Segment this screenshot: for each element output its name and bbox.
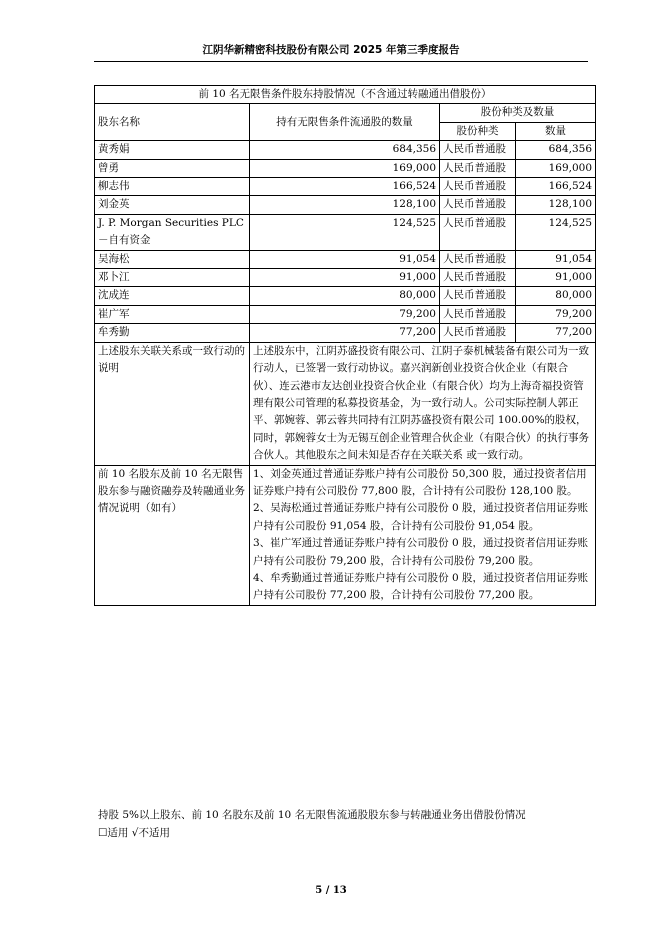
relation-row xyxy=(95,342,596,465)
col-header-share-type: 股份种类 xyxy=(440,122,516,140)
table-row xyxy=(95,178,596,196)
holder-name: 曾勇 xyxy=(95,159,250,177)
margin-note-item: 1、刘金英通过普通证券账户持有公司股份 50,300 股，通过投资者信用证券账户持有公司股份 77,800 股，合计持有公司股份 128,100 股。 xyxy=(253,467,587,497)
report-header: 江阴华新精密科技股份有限公司 2025 年第三季度报告 xyxy=(202,44,460,56)
share-type: 人民币普通股 xyxy=(440,305,516,323)
share-type: 人民币普通股 xyxy=(440,178,516,196)
share-type: 人民币普通股 xyxy=(440,324,516,342)
unrestricted-shares: 166,524 xyxy=(250,178,440,196)
table-caption: 前 10 名无限售条件股东持股情况（不含通过转融通出借股份） xyxy=(95,86,596,104)
share-quantity: 128,100 xyxy=(516,196,596,214)
table-row xyxy=(95,269,596,287)
margin-note-item: 4、牟秀勤通过普通证券账户持有公司股份 0 股，通过投资者信用证券账户持有公司股份 77,200 股，合计持有公司股份 77,200 股。 xyxy=(253,571,589,602)
share-quantity: 124,525 xyxy=(516,214,596,250)
unrestricted-shares: 124,525 xyxy=(250,214,440,250)
unrestricted-shares: 684,356 xyxy=(250,141,440,159)
share-type: 人民币普通股 xyxy=(440,214,516,250)
share-quantity: 77,200 xyxy=(516,324,596,342)
margin-note-item: 3、崔广军通过普通证券账户持有公司股份 0 股，通过投资者信用证券账户持有公司股份 79,200 股，合计持有公司股份 79,200 股。 xyxy=(253,537,589,567)
holder-name: J. P. Morgan Securities PLC－自有资金 xyxy=(95,214,250,250)
col-header-unrestricted-shares: 持有无限售条件流通股的数量 xyxy=(250,104,440,141)
table-row xyxy=(95,324,596,342)
share-type: 人民币普通股 xyxy=(440,196,516,214)
relation-label: 上述股东关联关系或一致行动的说明 xyxy=(95,342,250,465)
share-quantity: 91,054 xyxy=(516,250,596,268)
table-header-row xyxy=(95,104,596,122)
holder-name: 牟秀勤 xyxy=(95,324,250,342)
share-type: 人民币普通股 xyxy=(440,287,516,305)
unrestricted-shares: 79,200 xyxy=(250,305,440,323)
unrestricted-shares: 77,200 xyxy=(250,324,440,342)
table-row xyxy=(95,159,596,177)
holder-name: 黄秀娟 xyxy=(95,141,250,159)
holder-name: 柳志伟 xyxy=(95,178,250,196)
lending-title: 持股 5%以上股东、前 10 名股东及前 10 名无限售流通股股东参与转融通业务出借股份情况 xyxy=(98,809,526,821)
lending-section xyxy=(98,806,526,842)
share-quantity: 169,000 xyxy=(516,159,596,177)
margin-trading-notes xyxy=(250,465,596,605)
top10-unrestricted-holders-table xyxy=(94,85,596,606)
table-row xyxy=(95,214,596,250)
table-row xyxy=(95,250,596,268)
col-header-share-type-group: 股份种类及数量 xyxy=(440,104,596,122)
margin-note-item: 2、吴海松通过普通证券账户持有公司股份 0 股，通过投资者信用证券账户持有公司股份 91,054 股，合计持有公司股份 91,054 股。 xyxy=(253,502,589,532)
share-type: 人民币普通股 xyxy=(440,269,516,287)
relation-text: 上述股东中，江阴苏盛投资有限公司、江阴子泰机械装备有限公司为一致行动人，已签署一致行动协议。嘉兴润新创业投资合伙企业（有限合伙）、连云港市友达创业投资合伙企业（有限合伙）均为上海奇福投资管理有限公司管理的私募投资基金，为一致行动人。公司实际控制人郭正平、郭婉蓉、郭云蓉共同持有江阴苏盛投资有限公司 100.00%的股权，同时，郭婉蓉女士为无锡互创企业管理合伙企业（有限合伙）的执行事务合伙人。其他股东之间未知是否存在关联关系 或一致行动。 xyxy=(250,342,596,465)
share-quantity: 91,000 xyxy=(516,269,596,287)
table-row xyxy=(95,141,596,159)
holder-name: 崔广军 xyxy=(95,305,250,323)
margin-trading-row xyxy=(95,465,596,605)
holder-name: 刘金英 xyxy=(95,196,250,214)
unrestricted-shares: 91,054 xyxy=(250,250,440,268)
header-divider xyxy=(94,61,588,62)
share-type: 人民币普通股 xyxy=(440,250,516,268)
unrestricted-shares: 91,000 xyxy=(250,269,440,287)
unrestricted-shares: 128,100 xyxy=(250,196,440,214)
table-row xyxy=(95,305,596,323)
share-quantity: 684,356 xyxy=(516,141,596,159)
col-header-quantity: 数量 xyxy=(516,122,596,140)
holder-name: 邓卜江 xyxy=(95,269,250,287)
share-type: 人民币普通股 xyxy=(440,141,516,159)
share-quantity: 80,000 xyxy=(516,287,596,305)
holder-name: 吴海松 xyxy=(95,250,250,268)
table-row xyxy=(95,287,596,305)
page-number: 5 / 13 xyxy=(315,885,347,896)
table-caption-row xyxy=(95,86,596,104)
margin-trading-label: 前 10 名股东及前 10 名无限售股东参与融资融券及转融通业务情况说明（如有） xyxy=(95,465,250,605)
unrestricted-shares: 80,000 xyxy=(250,287,440,305)
holder-name: 沈成连 xyxy=(95,287,250,305)
unrestricted-shares: 169,000 xyxy=(250,159,440,177)
applicability-options: ☐适用 √不适用 xyxy=(98,827,170,839)
table-row xyxy=(95,196,596,214)
col-header-holder-name: 股东名称 xyxy=(95,104,250,141)
share-type: 人民币普通股 xyxy=(440,159,516,177)
share-quantity: 79,200 xyxy=(516,305,596,323)
share-quantity: 166,524 xyxy=(516,178,596,196)
